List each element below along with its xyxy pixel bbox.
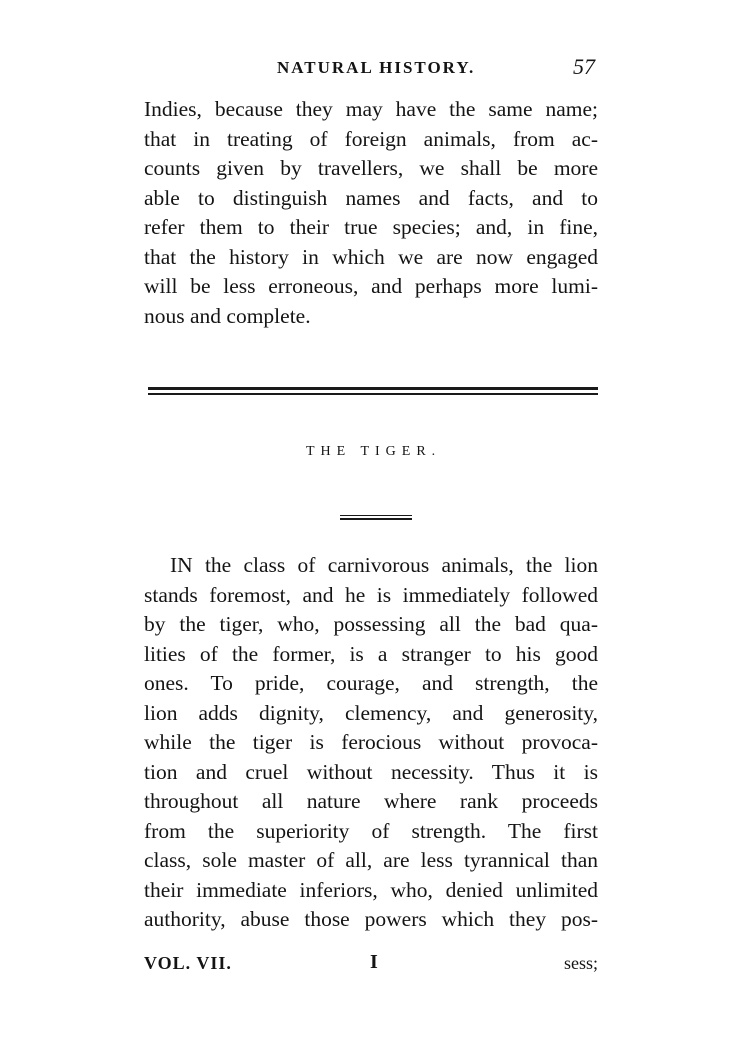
paragraph-tiger bbox=[144, 551, 598, 935]
text-line: from the superiority of strength. The first bbox=[144, 818, 598, 843]
catchword: sess; bbox=[563, 953, 598, 973]
text-line: lion adds dignity, clemency, and generosity, bbox=[144, 700, 598, 725]
rule-thin bbox=[340, 515, 412, 516]
text-line: that in treating of foreign animals, from ac- bbox=[144, 126, 598, 151]
page-number: 57 bbox=[573, 54, 595, 79]
running-title: NATURAL HISTORY. bbox=[277, 58, 476, 77]
signature-mark: I bbox=[370, 951, 378, 973]
text-line: counts given by travellers, we shall be more bbox=[144, 156, 598, 180]
text-line: throughout all nature where rank proceeds bbox=[144, 789, 598, 813]
text-line: refer them to their true species; and, in fine, bbox=[144, 215, 598, 239]
text-line: Indies, because they may have the same name; bbox=[144, 97, 598, 121]
text-line: will be less erroneous, and perhaps more lumi- bbox=[144, 274, 598, 298]
text-line: authority, abuse those powers which they pos- bbox=[144, 907, 598, 931]
text-line: able to distinguish names and facts, and to bbox=[144, 185, 598, 210]
text-line: ones. To pride, courage, and strength, the bbox=[144, 671, 598, 695]
text-line: stands foremost, and he is immediately followed bbox=[144, 582, 598, 607]
rule-thin bbox=[148, 393, 598, 395]
title-divider-rule bbox=[340, 515, 412, 521]
text-line: their immediate inferiors, who, denied unlimited bbox=[144, 877, 598, 902]
volume-signature: VOL. VII. bbox=[144, 953, 232, 973]
text-line: nous and complete. bbox=[144, 303, 311, 328]
paragraph-continued bbox=[144, 95, 598, 331]
text-line: lities of the former, is a stranger to his good bbox=[144, 641, 598, 666]
text-line: that the history in which we are now engaged bbox=[144, 244, 598, 269]
rule-thick bbox=[340, 518, 412, 520]
section-title: THE TIGER. bbox=[306, 444, 442, 459]
text-line: while the tiger is ferocious without provoca- bbox=[144, 730, 598, 754]
rule-thick bbox=[148, 387, 598, 390]
text-line: class, sole master of all, are less tyrannical than bbox=[144, 848, 598, 872]
text-line: by the tiger, who, possessing all the bad qua- bbox=[144, 612, 598, 636]
text-line: tion and cruel without necessity. Thus it is bbox=[144, 759, 598, 784]
section-divider-double-rule bbox=[148, 387, 598, 397]
text-line: IN the class of carnivorous animals, the lion bbox=[170, 553, 598, 577]
page-footer bbox=[144, 951, 598, 979]
